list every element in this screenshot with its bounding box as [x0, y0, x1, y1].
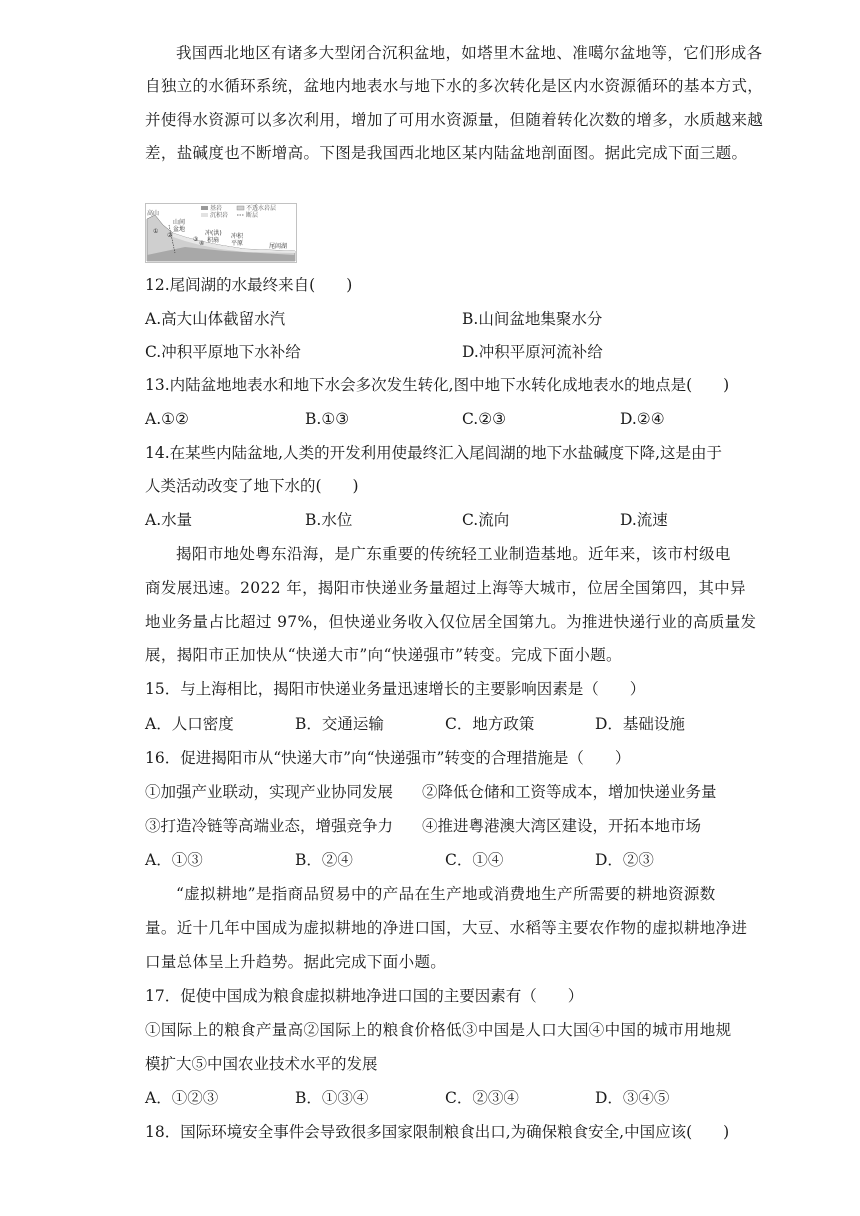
q14-stem-line-2: 人类活动改变了地下水的( ) [145, 477, 359, 495]
marker-1: ① [153, 228, 159, 235]
q13-option-d[interactable]: D.②④ [620, 410, 665, 428]
passage2-line-1: 揭阳市地处粤东沿海，是广东重要的传统轻工业制造基地。近年来，该市村级电 [176, 545, 731, 563]
label-plain: 平原 [231, 240, 244, 247]
passage1-line-1: 我国西北地区有诸多大型闭合沉积盆地，如塔里木盆地、准噶尔盆地等，它们形成各 [176, 44, 763, 62]
marker-4: ④ [199, 240, 205, 247]
marker-2: ② [167, 232, 173, 239]
label-intermountain: 山间 [173, 219, 186, 226]
q12-option-d[interactable]: D.冲积平原河流补给 [462, 343, 603, 361]
q16-item-2: ②降低仓储和工资等成本，增加快递业务量 [422, 783, 717, 801]
q16-option-a[interactable]: A．①③ [145, 851, 203, 869]
q12-option-b[interactable]: B.山间盆地集聚水分 [462, 310, 603, 328]
marker-3: ③ [193, 236, 199, 243]
passage1-line-2: 自独立的水循环系统，盆地内地表水与地下水的多次转化是区内水资源循环的基本方式， [145, 77, 764, 95]
q15-stem: 15．与上海相比，揭阳市快递业务量迅速增长的主要影响因素是（ ） [145, 680, 646, 698]
q15-option-d[interactable]: D．基础设施 [595, 715, 685, 733]
q16-item-1: ①加强产业联动，实现产业协同发展 [145, 783, 394, 801]
q12-option-a[interactable]: A.高大山体截留水汽 [145, 310, 286, 328]
q14-stem-line-1: 14.在某些内陆盆地,人类的开发利用使最终汇入尾闾湖的地下水盐碱度下降,这是由于 [145, 444, 723, 462]
q13-stem: 13.内陆盆地地表水和地下水会多次发生转化,图中地下水转化成地表水的地点是( ) [145, 376, 730, 394]
q15-option-a[interactable]: A．人口密度 [145, 715, 234, 733]
legend-swatch-impermeable [237, 206, 244, 210]
q17-option-c[interactable]: C．②③④ [445, 1089, 519, 1107]
label-alluvial: 冲积 [231, 233, 244, 240]
passage2-line-4: 展，揭阳市正加快从“快递大市”向“快递强市”转变。完成下面小题。 [145, 646, 622, 664]
q16-item-3: ③打造冷链等高端业态，增强竞争力 [145, 817, 394, 835]
passage3-line-2: 量。近十几年中国成为虚拟耕地的净进口国，大豆、水稻等主要农作物的虚拟耕地净进 [145, 919, 748, 937]
q17-option-a[interactable]: A．①②③ [145, 1089, 219, 1107]
q14-option-b[interactable]: B.水位 [305, 511, 353, 529]
q16-option-d[interactable]: D．②③ [595, 851, 654, 869]
q17-option-b[interactable]: B．①③④ [295, 1089, 369, 1107]
basin-profile-figure [145, 203, 297, 263]
passage3-line-3: 口量总体呈上升趋势。据此完成下面小题。 [145, 953, 447, 971]
q13-option-b[interactable]: B.①③ [305, 410, 350, 428]
label-fan: 积扇 [207, 237, 220, 244]
q16-item-4: ④推进粤港澳大湾区建设，开拓本地市场 [422, 817, 702, 835]
q16-option-c[interactable]: C．①④ [445, 851, 504, 869]
label-basin: 盆地 [173, 226, 186, 233]
legend-impermeable: 不透水岩层 [246, 205, 277, 212]
legend-swatch-sedimentary [201, 213, 208, 217]
passage3-line-1: “虚拟耕地”是指商品贸易中的产品在生产地或消费地生产所需要的耕地资源数 [176, 885, 716, 903]
legend-swatch-bedrock [201, 206, 208, 210]
q16-stem: 16．促进揭阳市从“快递大市”向“快递强市”转变的合理措施是（ ） [145, 749, 631, 767]
q15-option-b[interactable]: B．交通运输 [295, 715, 384, 733]
label-mountain: 高山 [147, 210, 160, 217]
label-terminal-lake: 尾闾湖 [269, 243, 288, 250]
passage2-line-3: 地业务量占比超过 97%，但快递业务收入仅位居全国第九。为推进快递行业的高质量发 [145, 613, 757, 631]
q14-option-c[interactable]: C.流向 [462, 511, 510, 529]
q18-stem: 18．国际环境安全事件会导致很多国家限制粮食出口,为确保粮食安全,中国应该( ) [145, 1123, 730, 1141]
q17-option-d[interactable]: D．③④⑤ [595, 1089, 670, 1107]
label-alluvial-fan: 冲(洪) [205, 230, 222, 237]
passage2-line-2: 商发展迅速。2022 年，揭阳市快递业务量超过上海等大城市，位居全国第四，其中异 [145, 579, 746, 597]
q13-option-a[interactable]: A.①② [145, 410, 189, 428]
q14-option-a[interactable]: A.水量 [145, 511, 193, 529]
q17-stem: 17．促使中国成为粮食虚拟耕地净进口国的主要因素有（ ） [145, 987, 584, 1005]
q13-option-c[interactable]: C.②③ [462, 410, 507, 428]
q12-option-c[interactable]: C.冲积平原地下水补给 [145, 343, 301, 361]
q14-option-d[interactable]: D.流速 [620, 511, 668, 529]
passage1-line-4: 差，盐碱度也不断增高。下图是我国西北地区某内陆盆地剖面图。据此完成下面三题。 [145, 144, 748, 162]
q16-option-b[interactable]: B．②④ [295, 851, 353, 869]
q17-items-line-1: ①国际上的粮食产量高②国际上的粮食价格低③中国是人口大国④中国的城市用地规 [145, 1021, 732, 1039]
legend-fault: 断层 [246, 212, 259, 219]
q17-items-line-2: 模扩大⑤中国农业技术水平的发展 [145, 1055, 378, 1073]
q15-option-c[interactable]: C．地方政策 [445, 715, 535, 733]
q12-stem: 12.尾闾湖的水最终来自( ) [145, 276, 353, 294]
legend-sedimentary: 沉积岩 [210, 212, 229, 219]
legend-bedrock: 基岩 [210, 205, 223, 212]
passage1-line-3: 并使得水资源可以多次利用，增加了可用水资源量，但随着转化次数的增多，水质越来越 [145, 111, 764, 129]
